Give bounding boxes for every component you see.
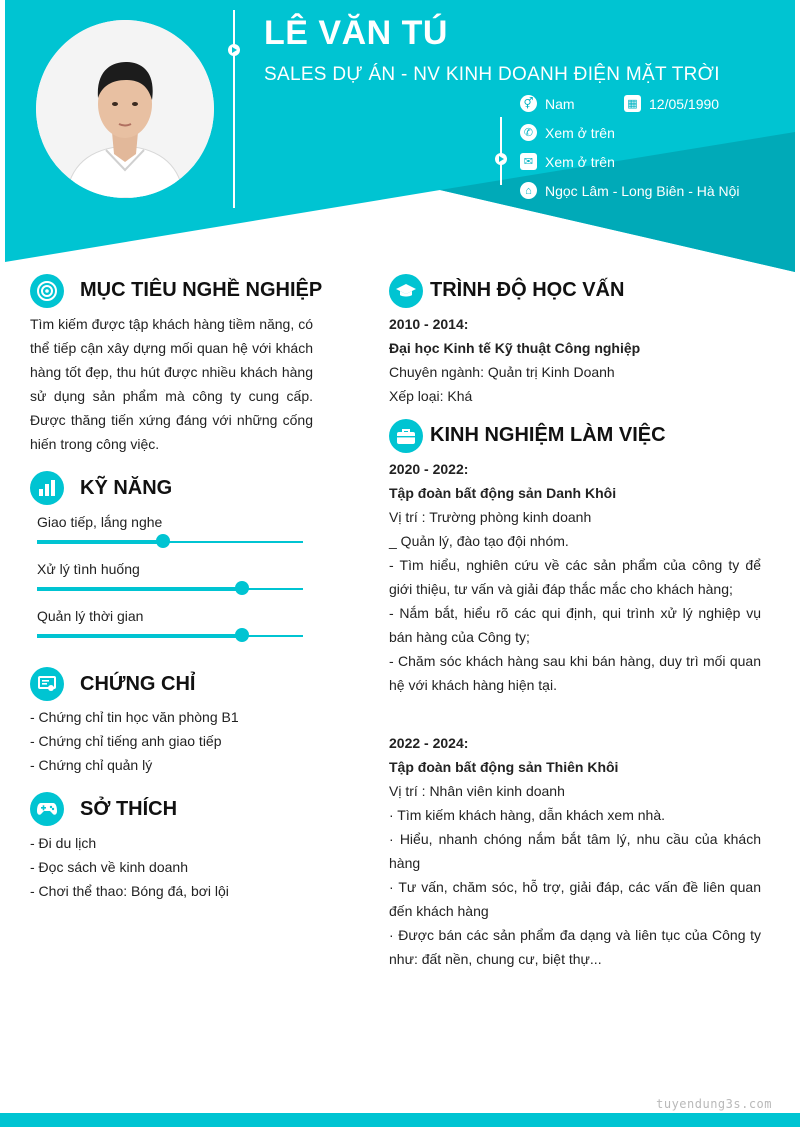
divider-arrow-icon xyxy=(228,44,240,56)
gamepad-icon xyxy=(30,792,64,826)
email-value: Xem ở trên xyxy=(545,153,615,170)
address-value: Ngọc Lâm - Long Biên - Hà Nội xyxy=(545,182,740,199)
job-position: SALES DỰ ÁN - NV KINH DOANH ĐIỆN MẶT TRỜI xyxy=(264,64,720,85)
certificate-icon xyxy=(30,667,64,701)
avatar xyxy=(36,20,214,198)
skill-bar xyxy=(37,635,303,637)
graduation-cap-icon xyxy=(389,274,423,308)
job-period: 2020 - 2022: xyxy=(389,461,469,477)
list-item: - Chứng chỉ tiếng anh giao tiếp xyxy=(30,733,222,749)
job-duty: · Hiểu, nhanh chóng nắm bắt tâm lý, nhu cầu của khách hàng xyxy=(389,831,761,871)
skill-bar-knob xyxy=(156,534,170,548)
certificates-title: CHỨNG CHỈ xyxy=(80,673,196,695)
education-period: 2010 - 2014: xyxy=(389,316,469,332)
phone-info xyxy=(520,124,615,141)
hobbies-title: SỞ THÍCH xyxy=(80,798,178,820)
job-role: Vị trí : Nhân viên kinh doanh xyxy=(389,783,565,799)
job-duty: · Tìm kiếm khách hàng, dẫn khách xem nhà. xyxy=(389,807,665,823)
skill-bar-fill xyxy=(37,634,242,638)
skill-bar-fill xyxy=(37,587,242,591)
job-company: Tập đoàn bất động sản Danh Khôi xyxy=(389,485,617,501)
skill-bar xyxy=(37,541,303,543)
candidate-name: LÊ VĂN TÚ xyxy=(264,14,448,52)
watermark: tuyendung3s.com xyxy=(656,1097,772,1111)
skill-label: Xử lý tình huống xyxy=(37,561,140,577)
education-school: Đại học Kinh tế Kỹ thuật Công nghiệp xyxy=(389,340,641,356)
skill-bar-fill xyxy=(37,540,163,544)
job-entry xyxy=(389,457,761,697)
education-block xyxy=(389,312,761,408)
list-item: - Đi du lịch xyxy=(30,835,97,851)
home-icon: ⌂ xyxy=(520,182,537,199)
skill-bar-knob xyxy=(235,581,249,595)
job-duty: · Được bán các sản phẩm đa dạng và liên tục của Công ty như: đất nền, chung cư, biệt thự... xyxy=(389,927,761,967)
job-duty: - Nắm bắt, hiểu rõ các qui định, qui trình xử lý nghiệp vụ bán hàng của Công ty; xyxy=(389,605,761,645)
list-item: - Đọc sách về kinh doanh xyxy=(30,859,188,875)
list-item: - Chứng chỉ tin học văn phòng B1 xyxy=(30,709,239,725)
skill-bar-knob xyxy=(235,628,249,642)
list-item: - Chứng chỉ quản lý xyxy=(30,757,153,773)
target-icon xyxy=(30,274,64,308)
job-duty: - Tìm hiểu, nghiên cứu về các sản phẩm của công ty để giới thiệu, tư vấn và giải đáp thắc mắc cho khách hàng; xyxy=(389,557,761,597)
email-info xyxy=(520,153,615,170)
birthday-value: 12/05/1990 xyxy=(649,95,720,112)
email-icon: ✉ xyxy=(520,153,537,170)
skill-label: Giao tiếp, lắng nghe xyxy=(37,514,163,530)
chart-bars-icon xyxy=(30,471,64,505)
calendar-icon: ▦ xyxy=(624,95,641,112)
birthday-info xyxy=(624,95,719,112)
list-item: - Chơi thể thao: Bóng đá, bơi lội xyxy=(30,883,229,899)
contact-divider-line xyxy=(500,117,502,185)
education-title: TRÌNH ĐỘ HỌC VẤN xyxy=(430,279,625,301)
contact-arrow-icon xyxy=(495,153,507,165)
footer-bar xyxy=(0,1113,800,1127)
skill-bar xyxy=(37,588,303,590)
job-duty: · Tư vấn, chăm sóc, hỗ trợ, giải đáp, các vấn đề liên quan đến khách hàng xyxy=(389,879,761,919)
skills-title: KỸ NĂNG xyxy=(80,477,173,499)
education-major: Chuyên ngành: Quản trị Kinh Doanh xyxy=(389,364,615,380)
person-photo-icon xyxy=(36,20,214,198)
phone-icon: ✆ xyxy=(520,124,537,141)
certificates-list xyxy=(30,705,320,777)
header-divider-line xyxy=(233,10,235,208)
experience-title: KINH NGHIỆM LÀM VIỆC xyxy=(430,424,666,446)
gender-icon: ⚥ xyxy=(520,95,537,112)
job-period: 2022 - 2024: xyxy=(389,735,469,751)
briefcase-icon xyxy=(389,419,423,453)
education-grade: Xếp loại: Khá xyxy=(389,388,473,404)
job-role: Vị trí : Trường phòng kinh doanh xyxy=(389,509,592,525)
address-info xyxy=(520,182,740,199)
job-duty: _ Quản lý, đào tạo đội nhóm. xyxy=(389,533,569,549)
objective-text: Tìm kiếm được tập khách hàng tiềm năng, có thể tiếp cận xây dựng mối quan hệ với khách hàng tốt đẹp, thu hút được nhiều khách hàng sử dụng sản phẩm mà công ty cung cấp. Được thăng tiến xứng đáng với những cống hiến trong công việc. xyxy=(30,316,313,452)
job-entry xyxy=(389,731,761,971)
hobbies-list xyxy=(30,831,320,903)
gender-value: Nam xyxy=(545,95,575,112)
phone-value: Xem ở trên xyxy=(545,124,615,141)
job-company: Tập đoàn bất động sản Thiên Khôi xyxy=(389,759,619,775)
gender-info xyxy=(520,95,575,112)
job-duty: - Chăm sóc khách hàng sau khi bán hàng, duy trì mối quan hệ với khách hàng hiện tại. xyxy=(389,653,761,693)
objective-title: MỤC TIÊU NGHỀ NGHIỆP xyxy=(80,279,323,301)
skill-label: Quản lý thời gian xyxy=(37,608,144,624)
